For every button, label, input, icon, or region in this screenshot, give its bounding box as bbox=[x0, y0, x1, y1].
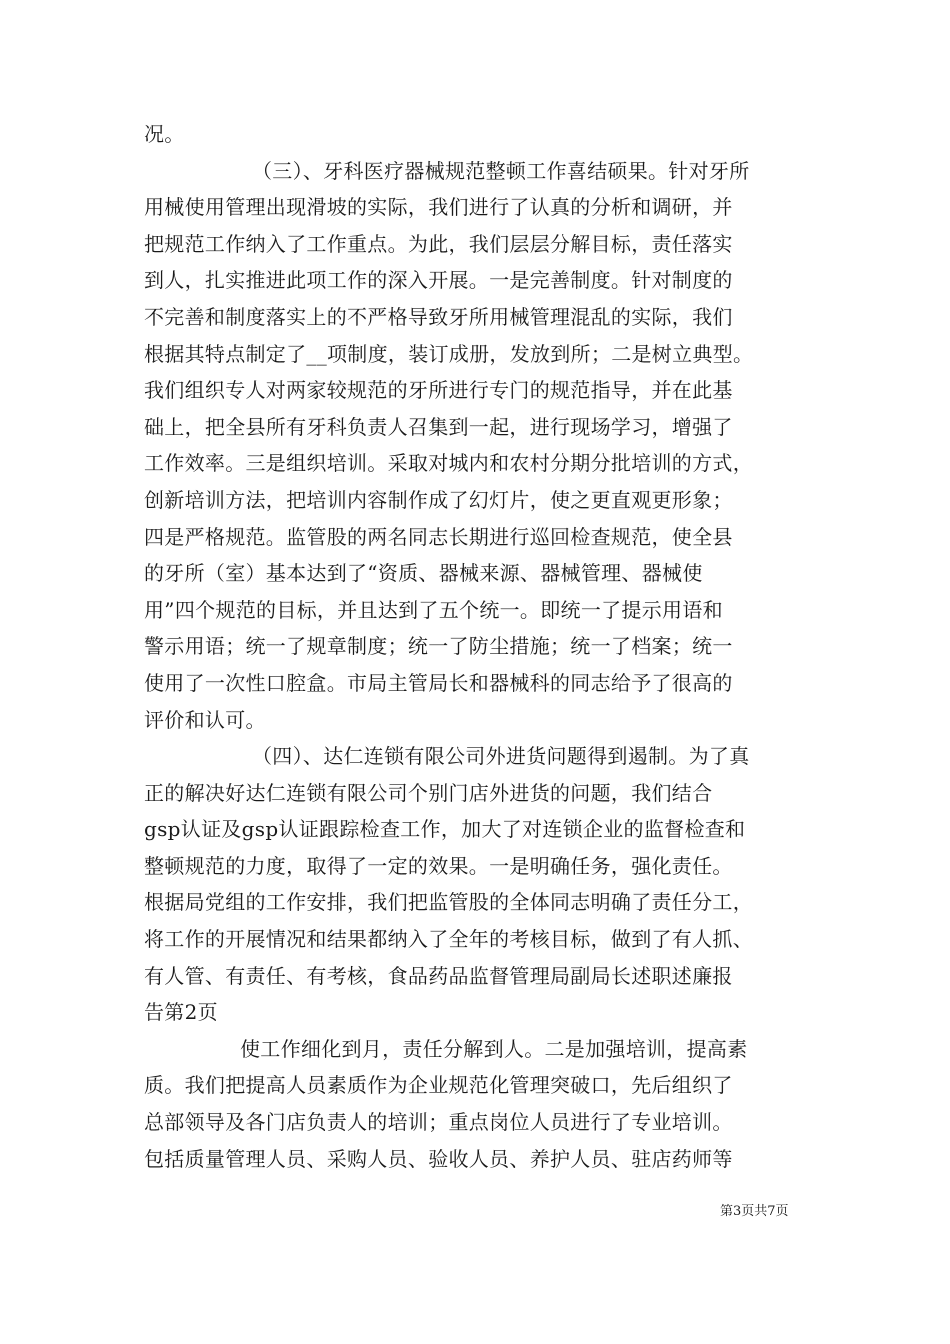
text-line: 总部领导及各门店负责人的培训；重点岗位人员进行了专业培训。 bbox=[144, 1110, 733, 1135]
page-number: 第3页共7页 bbox=[720, 1204, 789, 1219]
text-line: 警示用语；统一了规章制度；统一了防尘措施；统一了档案；统一 bbox=[144, 634, 733, 659]
text-line: 评价和认可。 bbox=[144, 707, 266, 732]
paragraph-heading-4: （四）、达仁连锁有限公司外进货问题得到遏制。为了真 bbox=[252, 744, 750, 769]
text-line: 根据局党组的工作安排，我们把监管股的全体同志明确了责任分工， bbox=[144, 890, 753, 915]
text-line: 质。我们把提高人员素质作为企业规范化管理突破口，先后组织了 bbox=[144, 1073, 733, 1098]
text-line: 根据其特点制定了__项制度，装订成册，发放到所；二是树立典型。 bbox=[144, 341, 754, 366]
text-line: 把规范工作纳入了工作重点。为此，我们层层分解目标，责任落实 bbox=[144, 231, 733, 256]
text-line: 使用了一次性口腔盒。市局主管局长和器械科的同志给予了很高的 bbox=[144, 670, 733, 695]
paragraph-start: 使工作细化到月，责任分解到人。二是加强培训，提高素 bbox=[240, 1036, 748, 1061]
text-line: 整顿规范的力度，取得了一定的效果。一是明确任务，强化责任。 bbox=[144, 853, 733, 878]
text-line: 有人管、有责任、有考核，食品药品监督管理局副局长述职述廉报 bbox=[144, 963, 733, 988]
text-line: gsp认证及gsp认证跟踪检查工作，加大了对连锁企业的监督检查和 bbox=[144, 817, 746, 842]
text-line: 工作效率。三是组织培训。采取对城内和农村分期分批培训的方式， bbox=[144, 451, 753, 476]
text-line: 创新培训方法，把培训内容制作成了幻灯片，使之更直观更形象； bbox=[144, 487, 733, 512]
text-line: 用械使用管理出现滑坡的实际，我们进行了认真的分析和调研，并 bbox=[144, 195, 733, 220]
text-line: 用”四个规范的目标，并且达到了五个统一。即统一了提示用语和 bbox=[144, 597, 723, 622]
text-line: 不完善和制度落实上的不严格导致牙所用械管理混乱的实际，我们 bbox=[144, 304, 733, 329]
text-line: 包括质量管理人员、采购人员、验收人员、养护人员、驻店药师等 bbox=[144, 1146, 733, 1171]
text-line: 四是严格规范。监管股的两名同志长期进行巡回检查规范，使全县 bbox=[144, 524, 733, 549]
text-line: 到人，扎实推进此项工作的深入开展。一是完善制度。针对制度的 bbox=[144, 268, 733, 293]
text-line: 我们组织专人对两家较规范的牙所进行专门的规范指导，并在此基 bbox=[144, 378, 733, 403]
text-line: 况。 bbox=[144, 122, 185, 146]
body-text bbox=[144, 116, 809, 1177]
text-line: 正的解决好达仁连锁有限公司个别门店外进货的问题，我们结合 bbox=[144, 780, 713, 805]
text-line: 告第2页 bbox=[144, 1000, 218, 1025]
text-line: 的牙所（室）基本达到了“资质、器械来源、器械管理、器械使 bbox=[144, 561, 703, 586]
paragraph-heading-3: （三）、牙科医疗器械规范整顿工作喜结硕果。针对牙所 bbox=[252, 158, 750, 183]
text-line: 将工作的开展情况和结果都纳入了全年的考核目标，做到了有人抓、 bbox=[144, 927, 753, 952]
text-line: 础上，把全县所有牙科负责人召集到一起，进行现场学习，增强了 bbox=[144, 414, 733, 439]
